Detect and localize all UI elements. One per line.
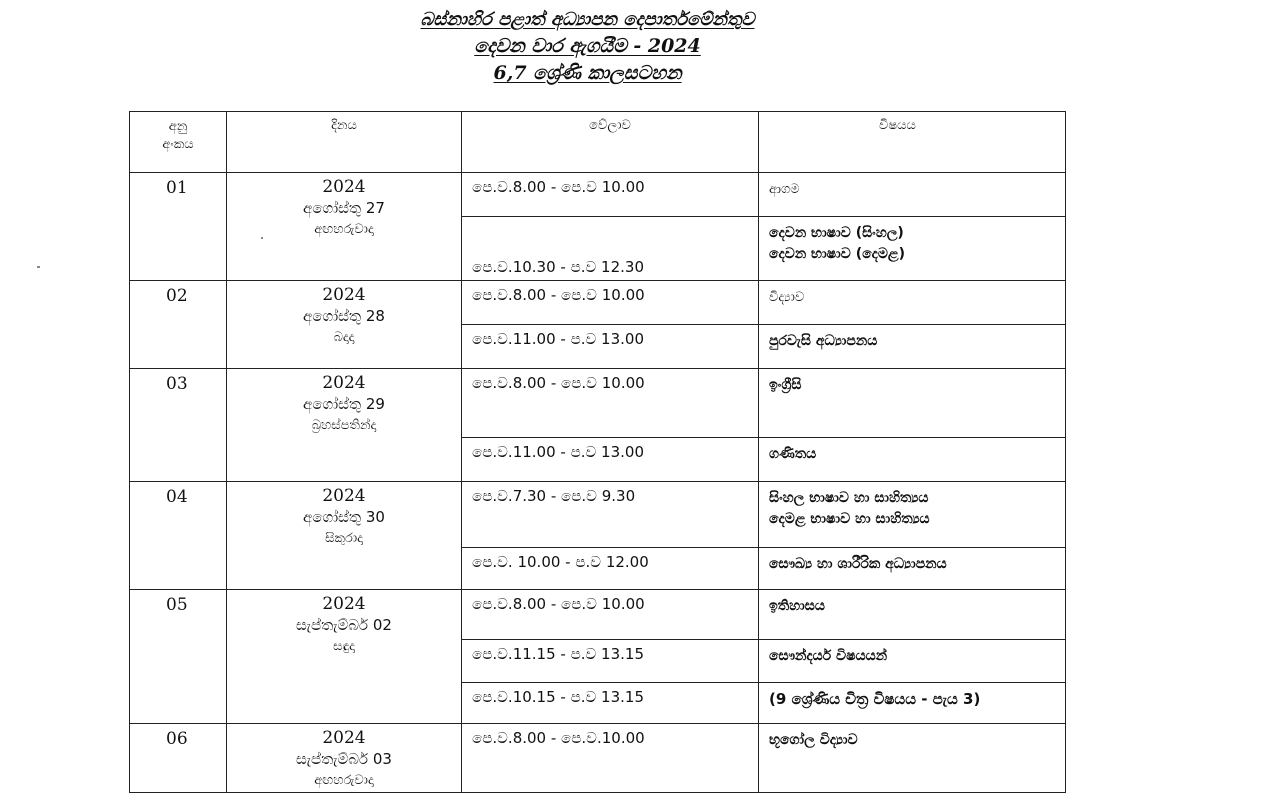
column-header-time: වේලාව [462, 112, 759, 173]
column-header-no [130, 112, 227, 173]
date-month-day: අගෝස්තු 29 [303, 395, 385, 413]
date-cell [227, 482, 462, 590]
column-header-subject: විෂයය [759, 112, 1066, 173]
time-slot: පෙ.ව.8.00 - පෙ.ව.10.00 [462, 724, 759, 793]
subject-cell [759, 640, 1066, 683]
row-number: 04 [130, 482, 227, 590]
subject-name: විද්‍යාව [769, 290, 805, 305]
row-number: 02 [130, 281, 227, 369]
subject-cell [759, 683, 1066, 724]
subject-cell [759, 482, 1066, 548]
subject-cell [759, 590, 1066, 640]
table-row [130, 590, 1066, 640]
subject-name: සෞඛ්‍ය හා ශාරීරික අධ්‍යාපනය [769, 556, 947, 572]
subject-name: (9 ශ්‍රේණිය චිත්‍ර විෂයය - පැය 3) [769, 690, 981, 708]
date-year: 2024 [322, 373, 366, 393]
time-slot: පෙ.ව.11.00 - ප.ව 13.00 [462, 325, 759, 369]
exam-timetable [129, 111, 1066, 793]
subject-cell [759, 369, 1066, 438]
subject-name: ඉංග්‍රීසි [769, 377, 802, 393]
date-month-day: සැප්තැම්බර් 02 [296, 616, 392, 634]
date-month-day: සැප්තැම්බර් 03 [296, 750, 392, 768]
subject-name: ගණිතය [769, 446, 817, 462]
date-year: 2024 [322, 486, 366, 506]
date-weekday: බ්‍රහස්පතින්දා [311, 418, 377, 433]
subject-name: දෙවන භාෂාව (සිංහල) [769, 225, 904, 241]
scan-speck [37, 266, 40, 268]
date-cell [227, 281, 462, 369]
row-number: 03 [130, 369, 227, 482]
term-title: දෙවන වාර ඇගයීම - 2024 [474, 35, 701, 57]
subject-cell [759, 173, 1066, 217]
subject-cell [759, 217, 1066, 281]
scan-speck [261, 237, 263, 239]
date-year: 2024 [322, 594, 366, 614]
subject-name: පුරවැසි අධ්‍යාපනය [769, 333, 878, 349]
subject-cell [759, 281, 1066, 325]
date-weekday: බදාදා [333, 330, 355, 345]
department-title: බස්නාහිර පළාත් අධ්‍යාපන දෙපාර්තමේන්තුව [420, 9, 755, 30]
date-weekday: සඳුදා [333, 639, 355, 654]
row-number: 01 [130, 173, 227, 281]
subject-name: දෙවන භාෂාව (දෙමළ) [769, 246, 906, 262]
subject-name: ආගම [769, 182, 800, 197]
time-slot: පෙ.ව.8.00 - පෙ.ව 10.00 [462, 173, 759, 217]
subject-name: දෙමළ භාෂාව හා සාහිත්‍යය [769, 511, 930, 527]
table-row [130, 482, 1066, 548]
time-slot: පෙ.ව.11.00 - ප.ව 13.00 [462, 438, 759, 482]
document-header [0, 6, 1175, 87]
subject-name: භූගෝල විද්‍යාව [769, 732, 858, 748]
time-slot: පෙ.ව.10.30 - ප.ව 12.30 [462, 217, 759, 281]
time-slot: පෙ.ව.8.00 - පෙ.ව 10.00 [462, 369, 759, 438]
subject-cell [759, 325, 1066, 369]
date-cell [227, 173, 462, 281]
date-month-day: අගෝස්තු 27 [303, 199, 385, 217]
time-slot: පෙ.ව.8.00 - පෙ.ව 10.00 [462, 281, 759, 325]
time-slot: පෙ.ව. 10.00 - ප.ව 12.00 [462, 548, 759, 590]
time-slot: පෙ.ව.8.00 - පෙ.ව 10.00 [462, 590, 759, 640]
date-year: 2024 [322, 728, 366, 748]
row-number: 05 [130, 590, 227, 724]
date-year: 2024 [322, 177, 366, 197]
table-row [130, 724, 1066, 793]
table-row [130, 369, 1066, 438]
time-slot: පෙ.ව.11.15 - ප.ව 13.15 [462, 640, 759, 683]
date-weekday: සිකුරාදා [325, 531, 363, 546]
subject-cell [759, 548, 1066, 590]
date-month-day: අගෝස්තු 28 [303, 307, 385, 325]
date-month-day: අගෝස්තු 30 [303, 508, 385, 526]
column-header-no-label: අනු අංකය [162, 119, 194, 152]
header-row [130, 112, 1066, 173]
date-weekday: අඟහරුවාදා [314, 222, 374, 237]
table-row [130, 173, 1066, 217]
timetable-title: 6,7 ශ්‍රේණි කාලසටහන [493, 62, 682, 84]
date-cell [227, 369, 462, 482]
time-slot: පෙ.ව.7.30 - පෙ.ව 9.30 [462, 482, 759, 548]
subject-name: ඉතිහාසය [769, 598, 825, 614]
date-year: 2024 [322, 285, 366, 305]
subject-cell [759, 724, 1066, 793]
column-header-date: දිනය [227, 112, 462, 173]
subject-name: සෞන්දර්ය විෂයයන් [769, 648, 888, 664]
date-cell [227, 724, 462, 793]
table-row [130, 281, 1066, 325]
date-cell [227, 590, 462, 724]
subject-cell [759, 438, 1066, 482]
date-weekday: අඟහරුවාදා [314, 773, 374, 788]
subject-name: සිංහල භාෂාව හා සාහිත්‍යය [769, 490, 929, 506]
time-slot: පෙ.ව.10.15 - ප.ව 13.15 [462, 683, 759, 724]
row-number: 06 [130, 724, 227, 793]
